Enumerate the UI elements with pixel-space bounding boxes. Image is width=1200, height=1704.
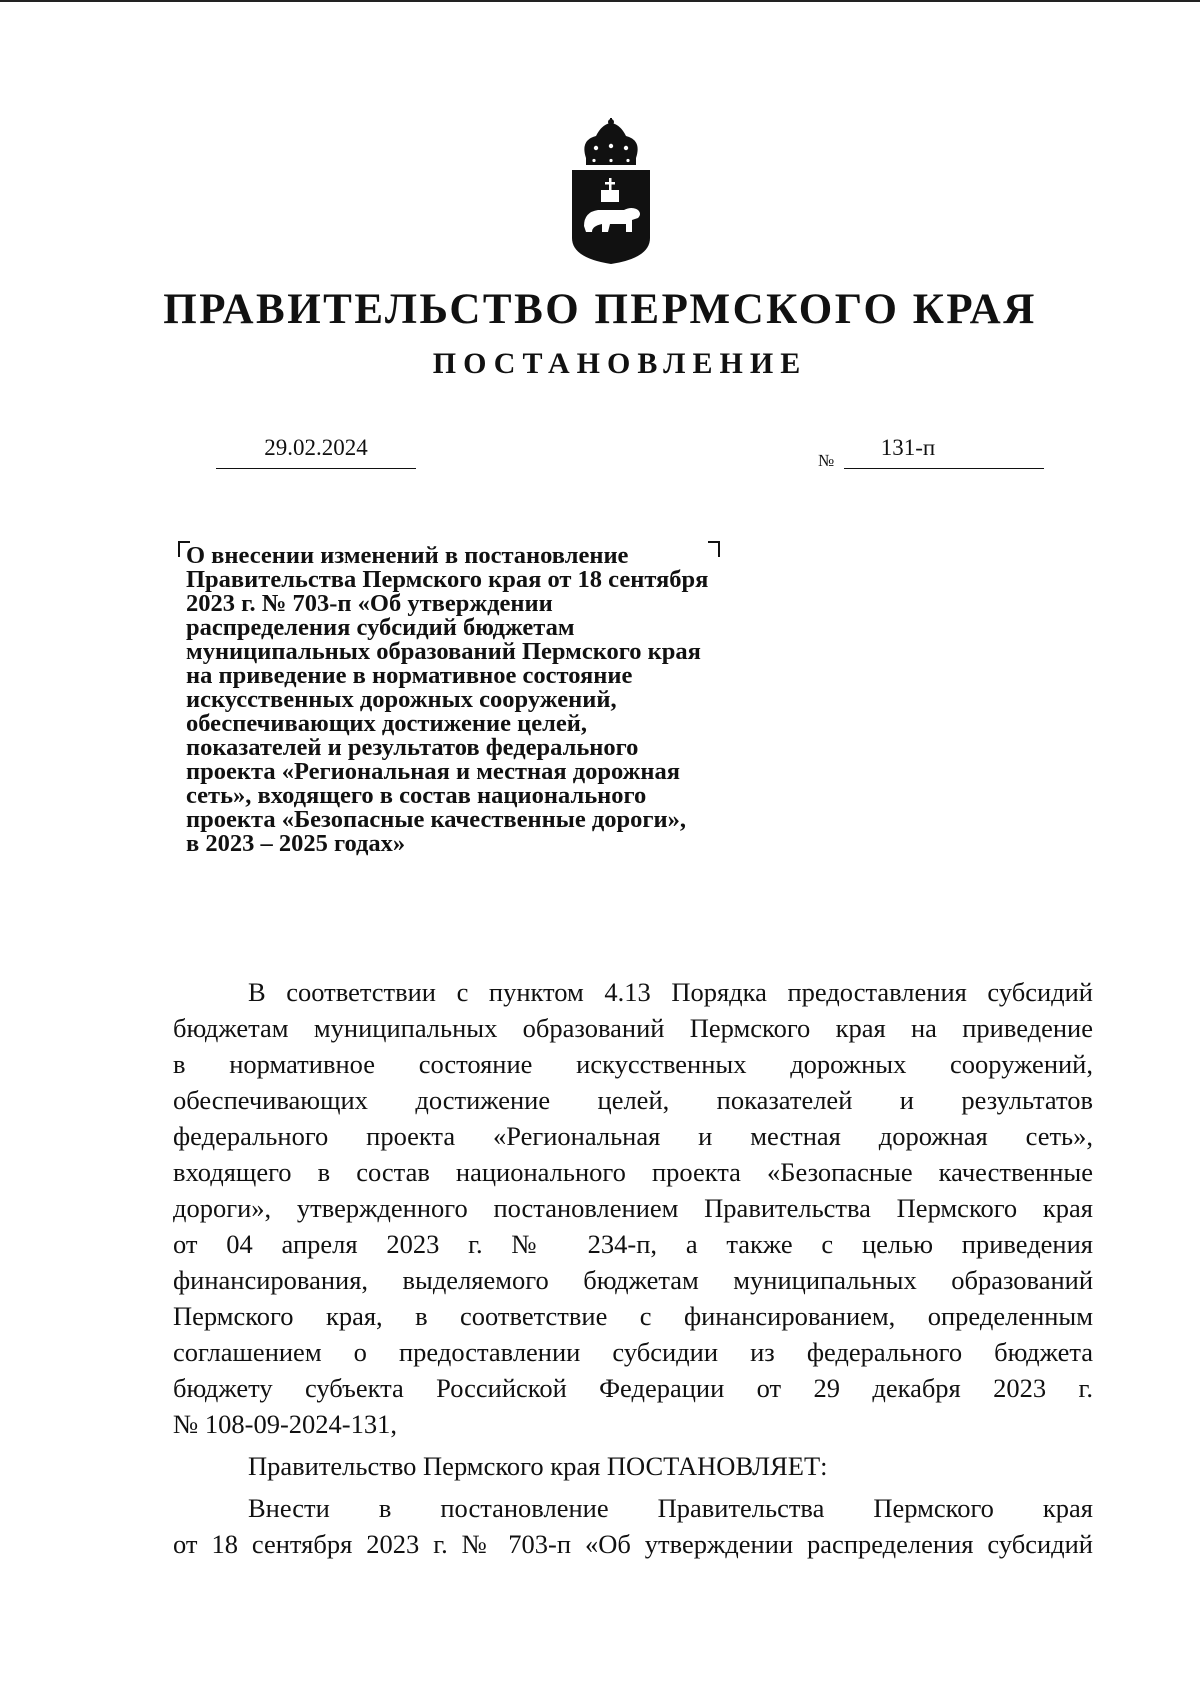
number-sign: № bbox=[818, 451, 835, 470]
document-date: 29.02.2024 bbox=[216, 428, 416, 469]
subject-line: Правительства Пермского края от 18 сентября bbox=[186, 566, 709, 593]
body-line: Пермского края, в соответствие с финансированием, определенным bbox=[173, 1301, 1093, 1331]
subject-line: обеспечивающих достижение целей, bbox=[186, 710, 587, 737]
body-line: входящего в состав национального проекта «Безопасные качественные bbox=[173, 1157, 1093, 1187]
body-line: дороги», утвержденного постановлением Правительства Пермского края bbox=[173, 1193, 1093, 1223]
crown-icon bbox=[584, 118, 637, 165]
body-line: от 04 апреля 2023 г. № 234-п, а также с целью приведения bbox=[173, 1229, 1093, 1259]
subject-line: О внесении изменений в постановление bbox=[186, 542, 629, 569]
body-line: в нормативное состояние искусственных дорожных сооружений, bbox=[173, 1049, 1093, 1079]
document-type: ПОСТАНОВЛЕНИЕ bbox=[432, 347, 808, 380]
subject-line: муниципальных образований Пермского края bbox=[186, 638, 701, 665]
document-number-field bbox=[844, 428, 1044, 469]
document-number: 131-п bbox=[880, 435, 936, 460]
body-line: от 18 сентября 2023 г. № 703-п «Об утверждении распределения субсидий bbox=[173, 1529, 1093, 1559]
subject-line: сеть», входящего в состав национального bbox=[186, 782, 647, 809]
document-subject bbox=[186, 544, 826, 856]
body-line: бюджетам муниципальных образований Пермского края на приведение bbox=[173, 1013, 1093, 1043]
page-top-edge bbox=[0, 0, 1200, 2]
body-line: Внести в постановление Правительства Пермского края bbox=[248, 1493, 1093, 1523]
perm-krai-coat-of-arms bbox=[566, 118, 656, 266]
subject-line: искусственных дорожных сооружений, bbox=[186, 686, 617, 713]
subject-line: распределения субсидий бюджетам bbox=[186, 614, 575, 641]
body-line: федерального проекта «Региональная и местная дорожная сеть», bbox=[173, 1121, 1093, 1151]
body-line: финансирования, выделяемого бюджетам муниципальных образований bbox=[173, 1265, 1093, 1295]
subject-line: в 2023 – 2025 годах» bbox=[186, 830, 406, 857]
body-line: В соответствии с пунктом 4.13 Порядка предоставления субсидий bbox=[248, 977, 1093, 1007]
subject-line: проекта «Региональная и местная дорожная bbox=[186, 758, 681, 785]
subject-line: проекта «Безопасные качественные дороги», bbox=[186, 806, 686, 833]
body-line: Правительство Пермского края ПОСТАНОВЛЯЕТ: bbox=[248, 1451, 828, 1481]
body-line: обеспечивающих достижение целей, показателей и результатов bbox=[173, 1085, 1093, 1115]
body-line: соглашением о предоставлении субсидии из федерального бюджета bbox=[173, 1337, 1093, 1367]
subject-line: показателей и результатов федерального bbox=[186, 734, 639, 761]
body-line: № 108-09-2024-131, bbox=[173, 1409, 398, 1439]
subject-line: на приведение в нормативное состояние bbox=[186, 662, 633, 689]
organization-title: ПРАВИТЕЛЬСТВО ПЕРМСКОГО КРАЯ bbox=[163, 286, 1037, 333]
subject-line: 2023 г. № 703-п «Об утверждении bbox=[186, 590, 553, 617]
body-line: бюджету субъекта Российской Федерации от 29 декабря 2023 г. bbox=[173, 1373, 1093, 1403]
